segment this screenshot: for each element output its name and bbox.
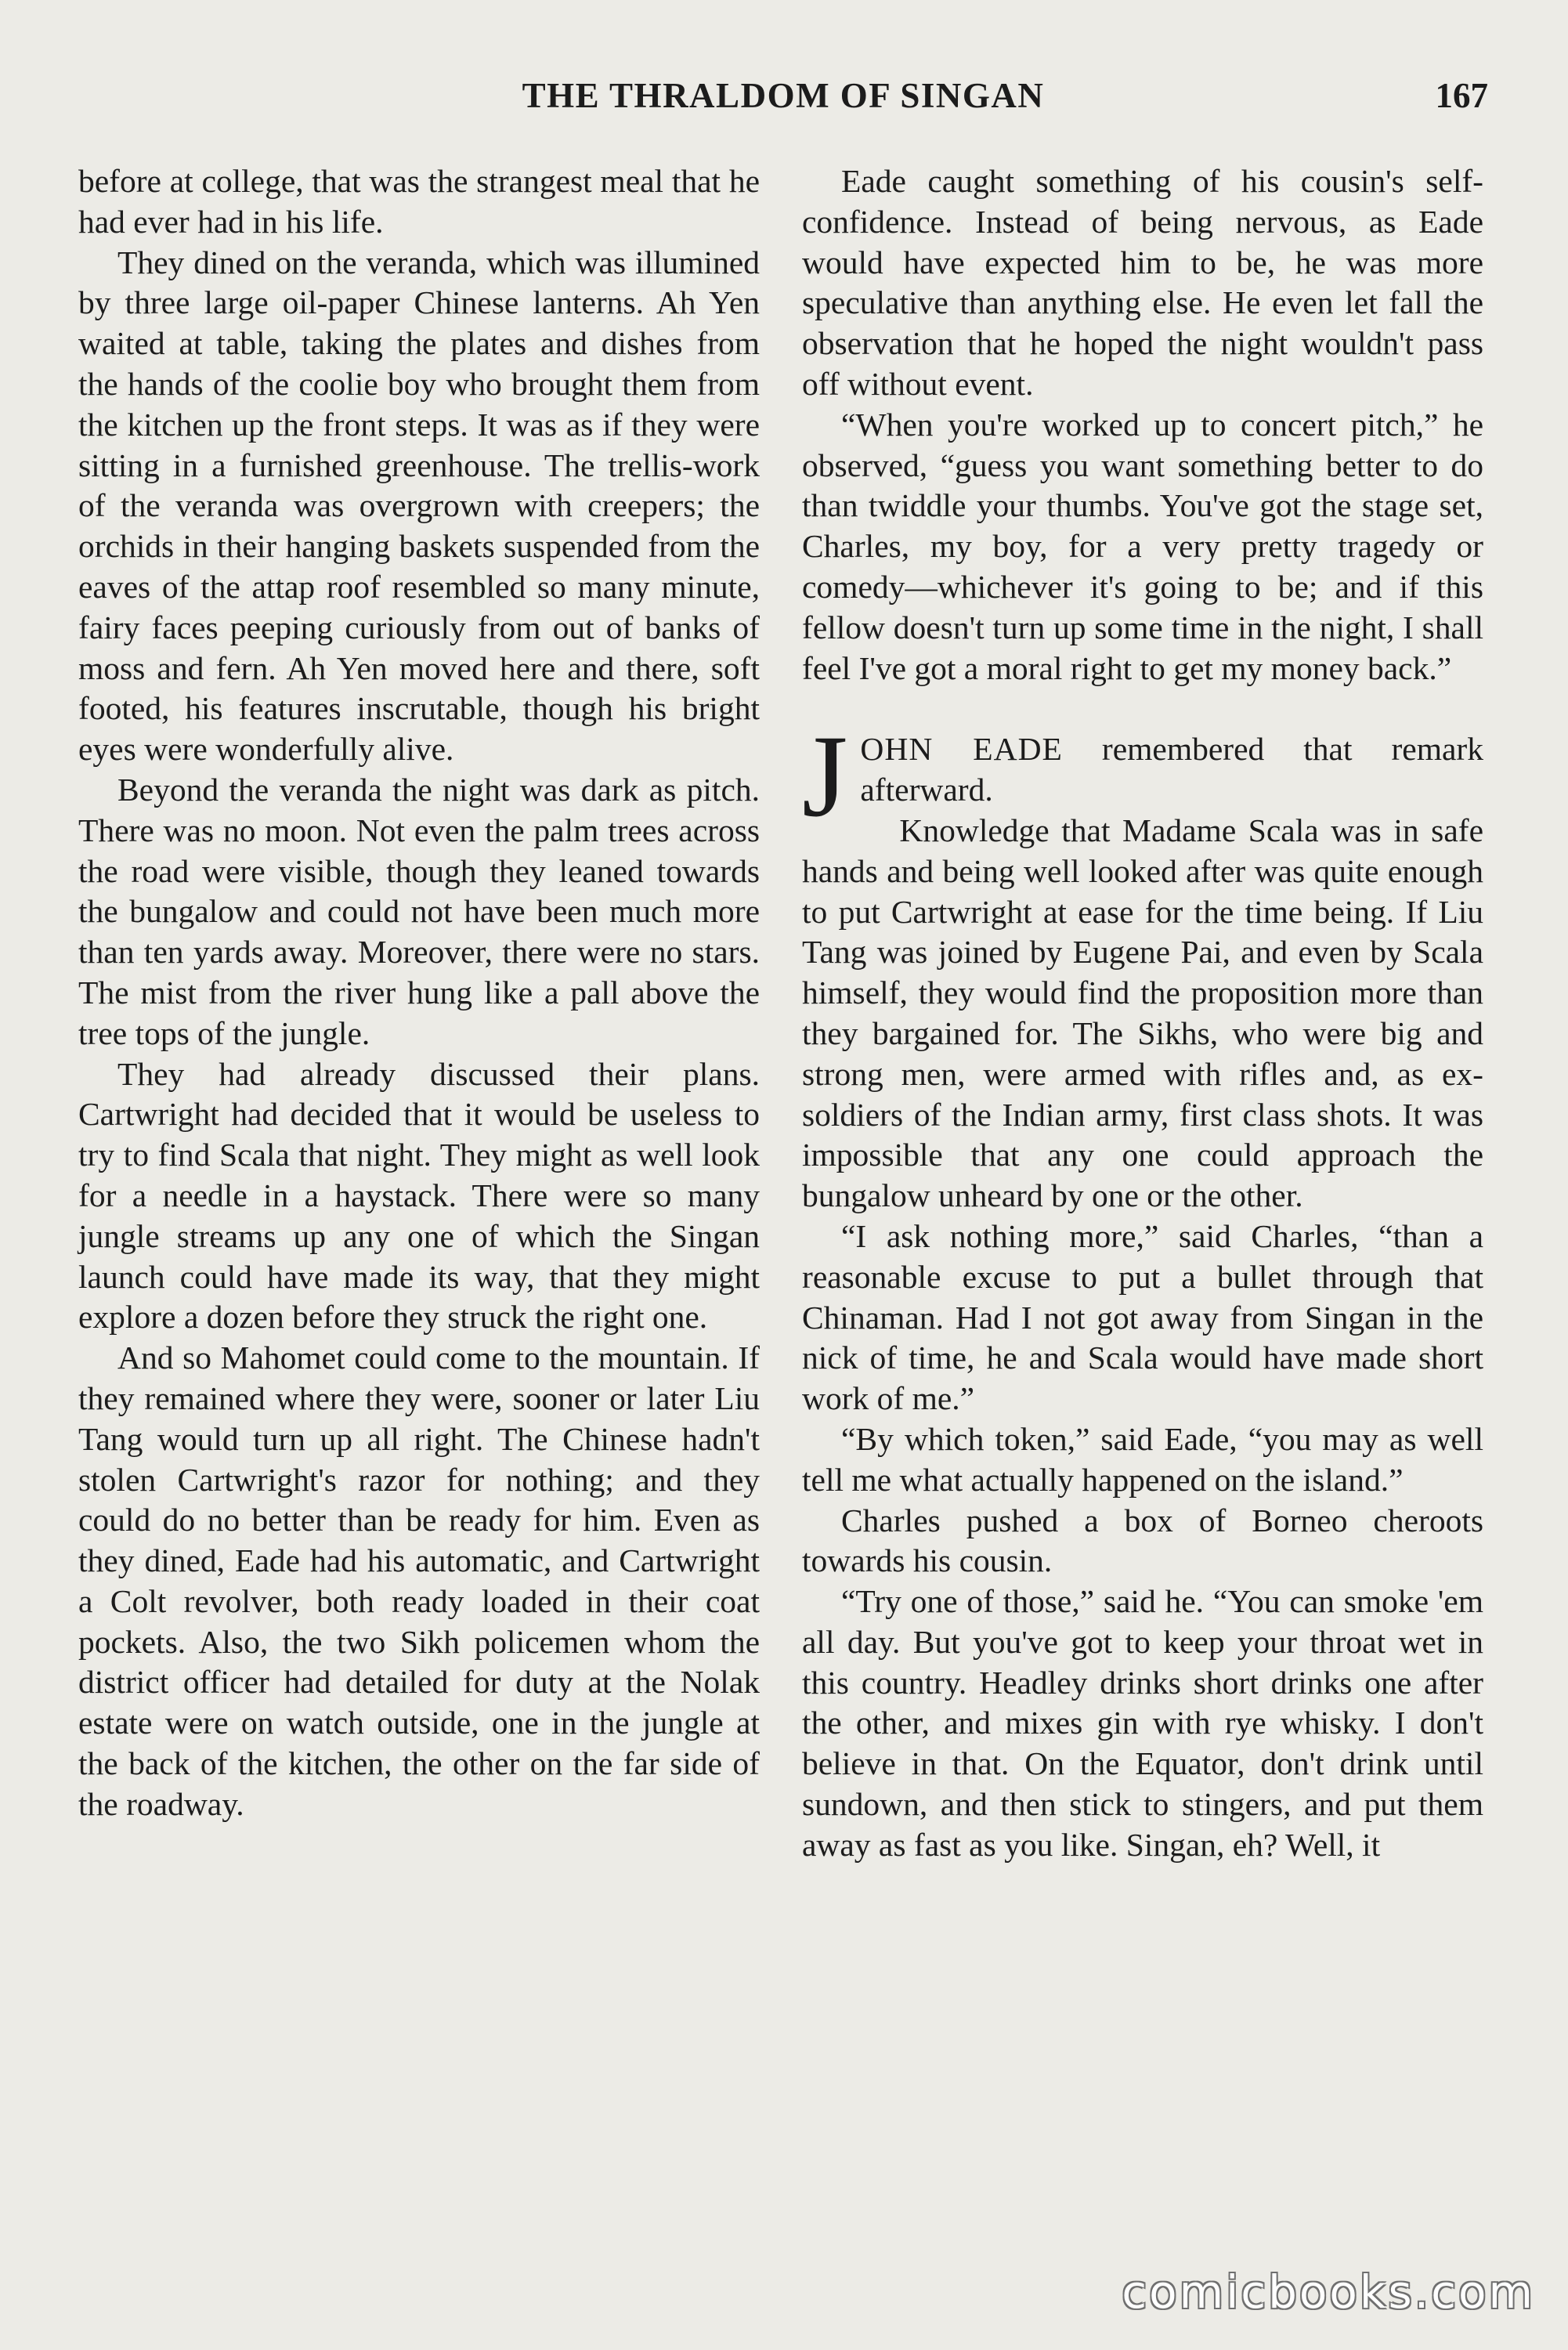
watermark: comicbooks.com — [1122, 2265, 1535, 2319]
paragraph: Beyond the veranda the night was dark as pitch. There was no moon. Not even the palm trees across the road were visible, though they leaned towards the bungalow and could not have been much more than ten yards away. Moreover, there were no stars. The mist from the river hung like a pall above the tree tops of the jungle. — [78, 771, 760, 1051]
paragraph: They dined on the veranda, which was illumined by three large oil-paper Chinese lanterns. Ah Yen waited at table, taking the plates and dishes from the hands of the coolie boy who brought them from the kitchen up the front steps. It was as if they were sitting in a furnished greenhouse. The trellis-work of the veranda was overgrown with creepers; the orchids in their hanging baskets suspended from the eaves of the attap roof resembled so many minute, fairy faces peeping curiously from out of banks of moss and fern. Ah Yen moved here and there, soft footed, his features inscrutable, though his bright eyes were wonderfully alive. — [78, 244, 760, 768]
paragraph: “I ask nothing more,” said Charles, “than a reasonable excuse to put a bullet through that Chinaman. Had I not got away from Singan in the nick of time, he and Scala would have made short work of me.” — [802, 1217, 1483, 1417]
paragraph: “When you're worked up to concert pitch,” he observed, “guess you want something better to do than twiddle your thumbs. You've got the stage set, Charles, my boy, for a very pretty tragedy or comedy—whichever it's going to be; and if this fellow doesn't turn up some time in the night, I shall feel I've got a moral right to get my money back.” — [802, 406, 1483, 686]
paragraph: “By which token,” said Eade, “you may as well tell me what actually happened on the island.” — [802, 1420, 1483, 1498]
paragraph: Knowledge that Madame Scala was in safe hands and being well looked after was quite enough to put Cartwright at ease for the time being. If Liu Tang was joined by Eugene Pai, and even by Scala himself, they would find the proposition more than they bargained for. The Sikhs, who were big and strong men, were armed with rifles and, as ex-soldiers of the Indian army, first class shots. It was impossible that any one could approach the bungalow unheard by one or the other. — [802, 812, 1483, 1214]
right-column — [802, 161, 1483, 1866]
paragraph: before at college, that was the strangest meal that he had ever had in his life. — [78, 163, 760, 240]
section-opening-paragraph — [802, 711, 1483, 842]
page-number: 167 — [1435, 76, 1488, 115]
paragraph: Eade caught something of his cousin's self-confidence. Instead of being nervous, as Eade would have expected him to be, he was more speculative than anything else. He even let fall the observation that he hoped the night wouldn't pass off without event. — [802, 163, 1483, 402]
section-lead-caps: OHN EADE — [860, 731, 1063, 768]
paragraph: “Try one of those,” said he. “You can smoke 'em all day. But you've got to keep your throat wet in this country. Headley drinks short drinks one after the other, and mixes gin with rye whisky. I don't believe in that. On the Equator, don't drink until sundown, and then stick to stingers, and put them away as fast as you like. Singan, eh? Well, it — [802, 1583, 1483, 1863]
left-column — [78, 161, 760, 1825]
page-header — [78, 75, 1488, 122]
section-first-line: remembered that remark afterward. — [860, 731, 1483, 808]
paragraph: They had already discussed their plans. Cartwright had decided that it would be useless to try to find Scala that night. They might as well look for a needle in a haystack. There were so many jungle streams up any one of which the Singan launch could have made its way, that they might explore a dozen before they struck the right one. — [78, 1055, 760, 1336]
running-title: THE THRALDOM OF SINGAN — [522, 76, 1045, 115]
drop-cap: J — [802, 711, 848, 842]
paragraph: Charles pushed a box of Borneo cheroots towards his cousin. — [802, 1502, 1483, 1579]
paragraph: And so Mahomet could come to the mountain. If they remained where they were, sooner or later Liu Tang would turn up all right. The Chinese hadn't stolen Cartwright's razor for nothing; and they could do no better than be ready for him. Even as they dined, Eade had his automatic, and Cartwright a Colt revolver, both ready loaded in their coat pockets. Also, the two Sikh policemen whom the district officer had detailed for duty at the Nolak estate were on watch outside, one in the jungle at the back of the kitchen, the other on the far side of the roadway. — [78, 1340, 760, 1822]
